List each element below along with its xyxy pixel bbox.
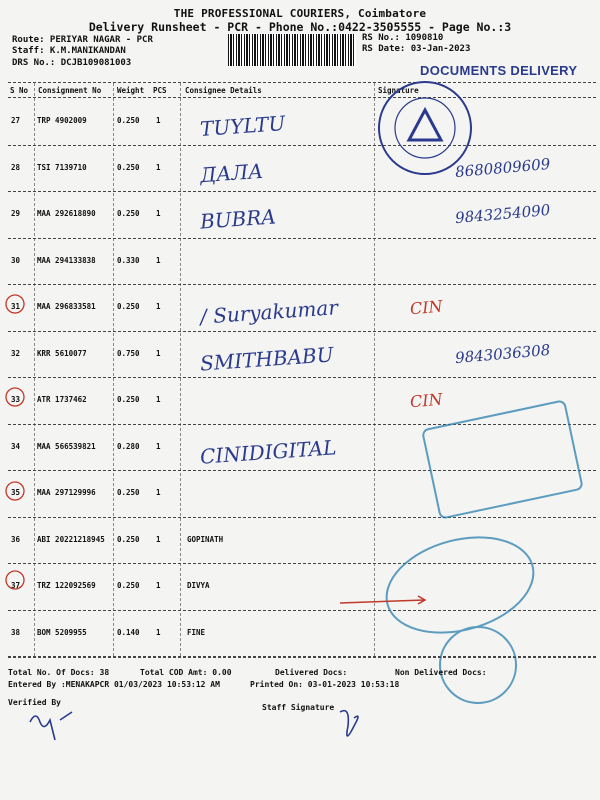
- col-weight: Weight: [117, 86, 145, 95]
- col-consignment: Consignment No: [38, 86, 102, 95]
- non-delivered-docs: Non Delivered Docs:: [395, 668, 487, 677]
- row-sno: 33: [11, 395, 21, 404]
- row-pcs: 1: [156, 627, 161, 637]
- row-pcs: 1: [156, 116, 161, 125]
- row-pcs: 1: [156, 162, 161, 172]
- rs-date: RS Date: 03-Jan-2023: [362, 44, 471, 54]
- row-weight: 0.250: [117, 162, 140, 172]
- company-title: THE PROFESSIONAL COURIERS, Coimbatore: [173, 7, 427, 20]
- rs-number: RS No.: 1090810: [362, 33, 444, 43]
- row-consignment-no: ATR 1737462: [37, 395, 87, 404]
- row-consignment-no: KRR 5610077: [37, 348, 87, 358]
- col-sno: S No: [10, 86, 29, 95]
- row-pcs: 1: [156, 348, 161, 358]
- col-pcs: PCS: [153, 86, 167, 95]
- row-handwritten-name: / Suryakumar: [199, 295, 339, 329]
- row-handwritten-signature: 8680809609: [454, 154, 552, 181]
- printed-on: Printed On: 03-01-2023 10:53:18: [250, 680, 400, 689]
- row-sno: 38: [11, 627, 21, 637]
- row-consignment-no: MAA 296833581: [37, 302, 96, 311]
- row-pcs: 1: [156, 395, 161, 404]
- staff-label: Staff: K.M.MANIKANDAN: [12, 46, 126, 56]
- delivered-docs: Delivered Docs:: [275, 668, 348, 677]
- row-sno: 27: [11, 116, 21, 125]
- verified-by-label: Verified By: [8, 698, 61, 707]
- row-weight: 0.750: [117, 348, 140, 358]
- col-consignee: Consignee Details: [185, 86, 262, 95]
- row-weight: 0.140: [117, 627, 140, 637]
- row-consignment-no: TRP 4902009: [37, 116, 87, 125]
- row-handwritten-name: ДАЛА: [199, 158, 265, 187]
- row-consignment-no: MAA 297129996: [37, 488, 96, 497]
- row-pcs: 1: [156, 581, 161, 590]
- row-weight: 0.250: [117, 395, 140, 404]
- row-sno: 30: [11, 255, 21, 265]
- row-consignment-no: MAA 292618890: [37, 209, 96, 218]
- row-pcs: 1: [156, 534, 161, 544]
- row-consignment-no: ABI 20221218945: [37, 534, 105, 544]
- row-consignee: GOPINATH: [187, 534, 224, 544]
- row-consignment-no: TSI 7139710: [37, 162, 87, 172]
- row-weight: 0.330: [117, 255, 140, 265]
- row-handwritten-name: SMITHBABU: [199, 341, 335, 376]
- row-handwritten-name: BUBRA: [199, 204, 277, 234]
- row-consignee: FINE: [187, 627, 206, 637]
- row-handwritten-signature: CIN: [409, 389, 444, 412]
- runsheet-title: Delivery Runsheet - PCR - Phone No.:0422-3505555 - Page No.:3: [88, 20, 512, 34]
- row-sno: 35: [11, 488, 21, 497]
- row-weight: 0.250: [117, 488, 140, 497]
- row-sno: 31: [11, 302, 21, 311]
- col-signature: Signature: [378, 86, 419, 95]
- row-handwritten-signature: CIN: [409, 296, 444, 319]
- staff-signature-label: Staff Signature: [262, 703, 335, 712]
- row-sno: 29: [11, 209, 21, 218]
- row-weight: 0.250: [117, 534, 140, 544]
- row-sno: 32: [11, 348, 21, 358]
- row-consignment-no: BOM 5209955: [37, 627, 87, 637]
- row-handwritten-signature: 9843254090: [454, 200, 552, 228]
- row-weight: 0.250: [117, 116, 140, 125]
- route-label: Route: PERIYAR NAGAR - PCR: [12, 35, 153, 45]
- row-sno: 37: [11, 581, 21, 590]
- drs-label: DRS No.: DCJB109081003: [12, 58, 132, 68]
- row-weight: 0.250: [117, 209, 140, 218]
- row-handwritten-name: TUYLTU: [199, 111, 286, 141]
- row-handwritten-signature: 9843036308: [454, 340, 552, 367]
- row-sno: 28: [11, 162, 21, 172]
- row-weight: 0.250: [117, 302, 140, 311]
- row-pcs: 1: [156, 302, 161, 311]
- row-pcs: 1: [156, 255, 161, 265]
- row-consignee: DIVYA: [187, 581, 210, 590]
- total-docs: Total No. Of Docs: 38: [8, 668, 110, 677]
- row-weight: 0.280: [117, 441, 140, 451]
- row-consignment-no: TRZ 122092569: [37, 581, 96, 590]
- row-handwritten-name: CINIDIGITAL: [199, 434, 338, 469]
- documents-delivery-stamp: DOCUMENTS DELIVERY: [420, 63, 578, 78]
- row-consignment-no: MAA 294133838: [37, 255, 96, 265]
- row-weight: 0.250: [117, 581, 140, 590]
- row-pcs: 1: [156, 209, 161, 218]
- entered-by: Entered By :MENAKAPCR 01/03/2023 10:53:12 AM: [8, 680, 220, 689]
- row-pcs: 1: [156, 441, 161, 451]
- row-sno: 34: [11, 441, 21, 451]
- row-pcs: 1: [156, 488, 161, 497]
- row-sno: 36: [11, 534, 21, 544]
- total-cod: Total COD Amt: 0.00: [140, 668, 232, 677]
- row-consignment-no: MAA 566539821: [37, 441, 96, 451]
